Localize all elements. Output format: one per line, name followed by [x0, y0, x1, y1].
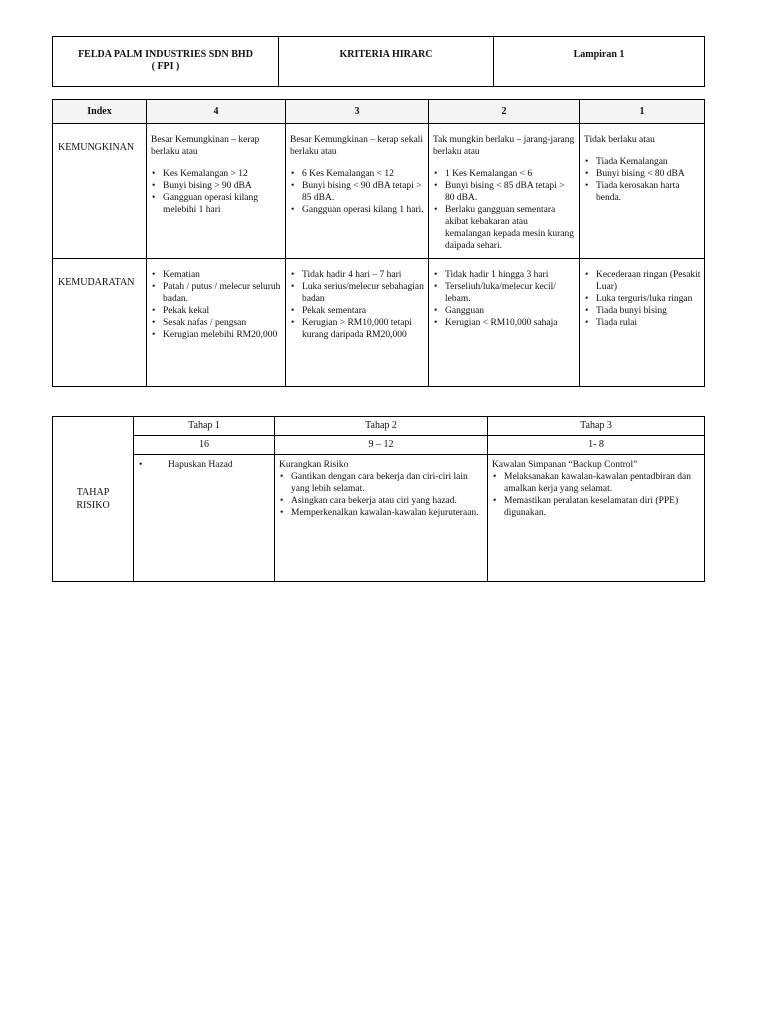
list-item: • Kecederaan ringan (Pesakit Luar) — [584, 269, 701, 293]
company-abbrev: ( FPI ) — [151, 61, 180, 72]
list-item: • Luka serius/melecur sebahagian badan — [290, 281, 425, 305]
cell-kemudaratan-3 — [286, 259, 429, 387]
company-name: FELDA PALM INDUSTRIES SDN BHD — [78, 49, 253, 60]
cell-intro: Tak mungkin berlaku – jarang-jarang berlaku atau — [433, 135, 575, 157]
list-item: • Gantikan dengan cara bekerja dan ciri-ciri lain yang lebih selamat. — [279, 471, 484, 495]
risk-label-line1: TAHAP — [76, 487, 110, 498]
list-item: • Tidak hadir 1 hingga 3 hari — [433, 269, 576, 281]
title-cell — [279, 37, 494, 87]
col-header-2: 2 — [429, 100, 580, 124]
annex-label: Lampiran 1 — [573, 49, 625, 60]
level-3-header: Tahap 3 — [488, 417, 705, 436]
list-item: • Melaksanakan kawalan-kawalan pentadbiran dan amalkan kerja yang selamat. — [492, 471, 701, 495]
risk-level-header-row — [53, 417, 705, 436]
list-item: • Asingkan cara bekerja atau ciri yang hazad. — [279, 495, 484, 507]
col-header-1: 1 — [580, 100, 705, 124]
list-item: • Tiada bunyi bising — [584, 305, 701, 317]
risk-range-row — [53, 436, 705, 455]
cell-intro: Kurangkan Risiko — [279, 460, 349, 470]
list-item: • Memperkenalkan kawalan-kawalan kejuruteraan. — [279, 507, 484, 519]
level-2-range: 9 – 12 — [275, 436, 488, 455]
list-item: • Bunyi bising < 90 dBA tetapi > 85 dBA. — [290, 180, 425, 204]
col-header-index: Index — [53, 100, 147, 124]
list-item: • Hapuskan Hazad — [138, 459, 271, 471]
list-item: • Terseliuh/luka/melecur kecil/ lebam. — [433, 281, 576, 305]
list-item: • Bunyi bising < 85 dBA tetapi > 80 dBA. — [433, 180, 576, 204]
cell-intro: Kawalan Simpanan “Backup Control” — [492, 460, 638, 470]
cell-kemungkinan-4 — [147, 124, 286, 259]
risk-action-row — [53, 455, 705, 582]
cell-kemungkinan-1 — [580, 124, 705, 259]
risk-level-label — [53, 417, 134, 582]
list-item: • Tidak hadir 4 hari – 7 hari — [290, 269, 425, 281]
list-item: • Kerugian melebihi RM20,000 — [151, 329, 282, 341]
hazard-criteria-table — [52, 99, 705, 387]
level-2-header: Tahap 2 — [275, 417, 488, 436]
cell-kemungkinan-3 — [286, 124, 429, 259]
list-item: • Gangguan operasi kilang melebihi 1 hari — [151, 192, 282, 216]
list-item: • Luka terguris/luka ringan — [584, 293, 701, 305]
cell-kemungkinan-2 — [429, 124, 580, 259]
list-item: • Patah / putus / melecur seluruh badan. — [151, 281, 282, 305]
cell-kemudaratan-4 — [147, 259, 286, 387]
row-label: KEMUNGKINAN — [53, 124, 147, 259]
list-item: • Memastikan peralatan keselamatan diri (PPE) digunakan. — [492, 495, 701, 519]
table-header-row — [53, 100, 705, 124]
level-1-actions — [134, 455, 275, 582]
list-item: • 6 Kes Kemalangan < 12 — [290, 168, 425, 180]
level-2-actions — [275, 455, 488, 582]
list-item: • Kes Kemalangan > 12 — [151, 168, 282, 180]
list-item: • Sesak nafas / pengsan — [151, 317, 282, 329]
cell-intro: Besar Kemungkinan – kerap berlaku atau — [151, 135, 260, 157]
annex-cell — [494, 37, 705, 87]
list-item: • Kerugian > RM10,000 tetapi kurang daripada RM20,000 — [290, 317, 425, 341]
level-1-header: Tahap 1 — [134, 417, 275, 436]
level-3-actions — [488, 455, 705, 582]
risk-level-table — [52, 416, 705, 582]
document-header — [52, 36, 705, 87]
document-title: KRITERIA HIRARC — [339, 49, 433, 60]
cell-kemudaratan-1 — [580, 259, 705, 387]
list-item: • 1 Kes Kemalangan < 6 — [433, 168, 576, 180]
col-header-3: 3 — [286, 100, 429, 124]
cell-kemudaratan-2 — [429, 259, 580, 387]
list-item: • Bunyi bising > 90 dBA — [151, 180, 282, 192]
list-item: • Tiada Kemalangan — [584, 156, 701, 168]
list-item: • Bunyi bising < 80 dBA — [584, 168, 701, 180]
risk-label-line2: RISIKO — [76, 500, 110, 511]
level-1-range: 16 — [134, 436, 275, 455]
list-item: • Tiada kerosakan harta benda. — [584, 180, 701, 204]
cell-intro: Tidak berlaku atau — [584, 135, 655, 145]
row-label: KEMUDARATAN — [53, 259, 147, 387]
company-cell — [53, 37, 279, 87]
table-row-kemungkinan — [53, 124, 705, 259]
list-item: • Kerugian < RM10,000 sahaja — [433, 317, 576, 329]
list-item: • Pekak sementara — [290, 305, 425, 317]
col-header-4: 4 — [147, 100, 286, 124]
list-item: • Gangguan — [433, 305, 576, 317]
cell-intro: Besar Kemungkinan – kerap sekali berlaku atau — [290, 135, 423, 157]
level-3-range: 1- 8 — [488, 436, 705, 455]
list-item: • Gangguan operasi kilang 1 hari. — [290, 204, 425, 216]
list-item: • Berlaku gangguan sementara akibat kebakaran atau kemalangan kepada mesin kurang daipada sehari. — [433, 204, 576, 252]
table-row-kemudaratan — [53, 259, 705, 387]
list-item: • Kematian — [151, 269, 282, 281]
list-item: • Tiada rulai — [584, 317, 701, 329]
list-item: • Pekak kekal — [151, 305, 282, 317]
